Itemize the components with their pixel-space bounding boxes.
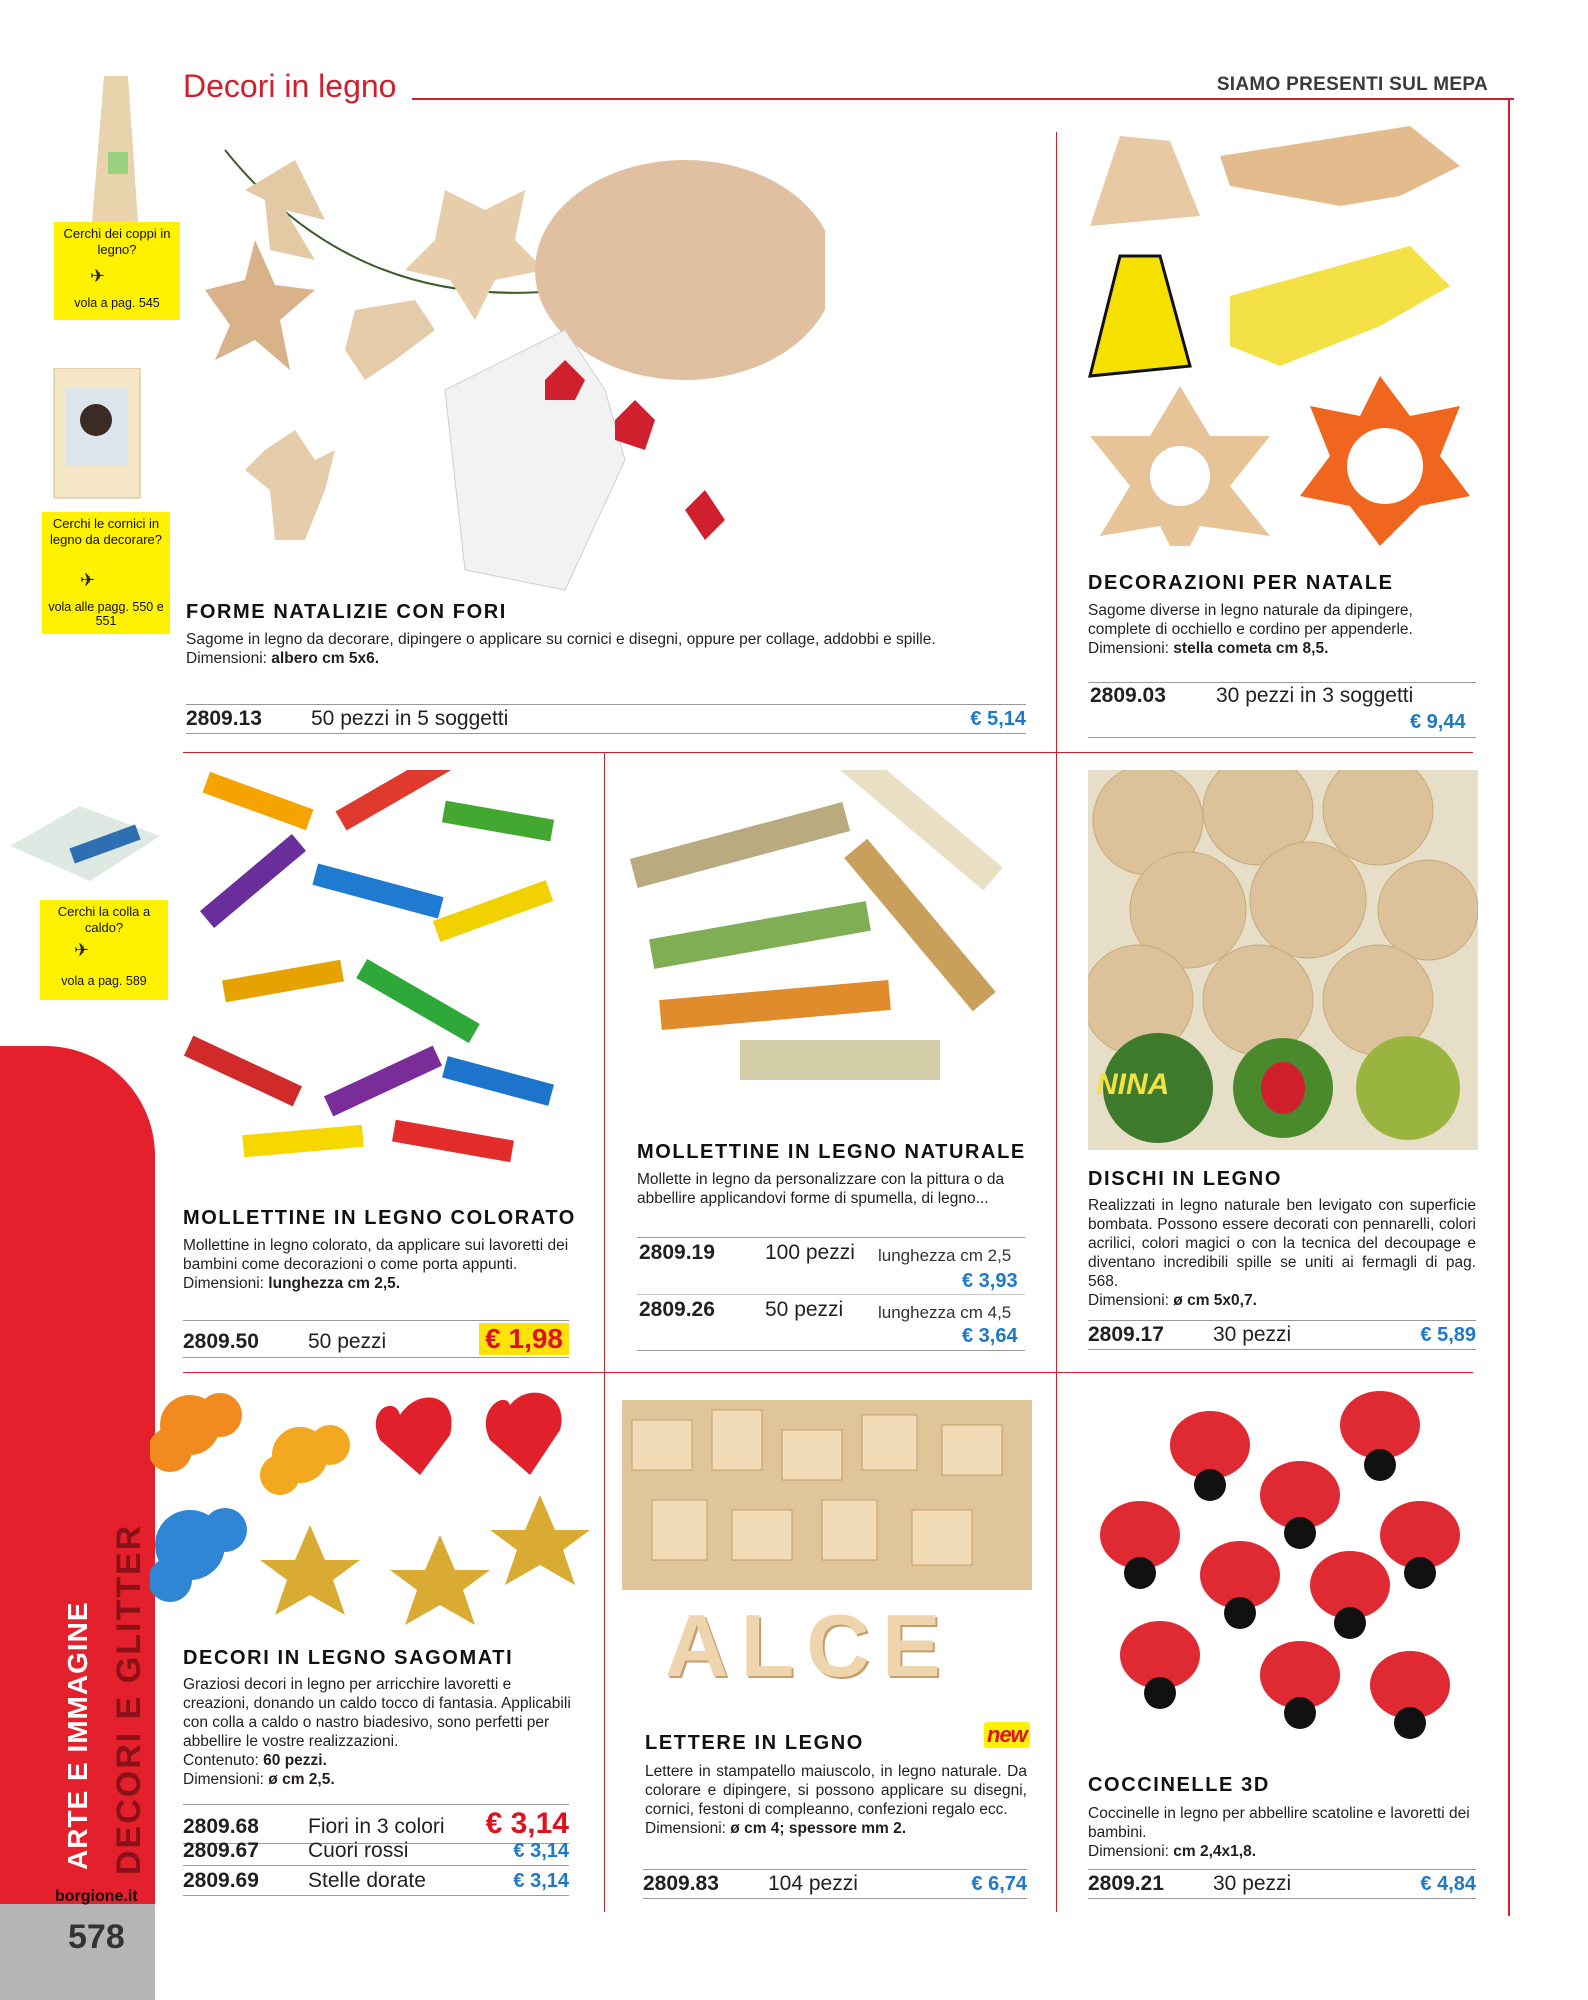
product-description: Graziosi decori in legno per arricchire lavoretti e creazioni, donando un caldo tocco di fantasia. Applicabili con colla a caldo o nastro biadesivo, sono perfetti per abbellire le vostre realizzazioni. Contenuto: 60 pezzi. Dimensioni: ø cm 2,5. (183, 1676, 571, 1788)
table-row: 2809.83 104 pezzi € 6,74 (643, 1869, 1027, 1899)
christmas-shapes-image (185, 130, 825, 600)
glue-gun-image (10, 796, 160, 891)
divider (1056, 752, 1057, 1372)
product-code: 2809.19 (639, 1241, 715, 1264)
wooden-cup-image (90, 72, 140, 222)
ladybugs-image (1090, 1385, 1480, 1765)
sidebar-note: Cerchi la colla a caldo? (40, 900, 168, 944)
product-price: € 9,44 (1410, 711, 1466, 733)
christmas-decorations-image (1080, 126, 1480, 546)
product-title: DECORI IN LEGNO SAGOMATI (183, 1647, 514, 1669)
divider (1056, 1372, 1057, 1912)
product-quantity: 30 pezzi in 3 soggetti (1216, 684, 1414, 707)
divider (637, 1237, 1025, 1238)
shaped-decorations-image (150, 1385, 590, 1645)
product-title: LETTERE IN LEGNO (645, 1732, 864, 1754)
table-row: 2809.67 Cuori rossi € 3,14 (183, 1839, 569, 1866)
section-label: ARTE E IMMAGINE (62, 1601, 93, 1870)
frame-image (44, 368, 144, 508)
divider (604, 1372, 605, 1912)
paper-plane-icon: ✈ (74, 940, 90, 960)
product-description: Realizzati in legno naturale ben levigato con superficie bombata. Possono essere decorati con pennarelli, colori acrilici, colori magici o con la tecnica del decoupage e diventano incredibili spille se uniti ai fermagli di pag. 568. Dimensioni: ø cm 5x0,7. (1088, 1197, 1476, 1309)
table-row: 2809.68 Fiori in 3 colori € 3,14 (183, 1804, 569, 1844)
sidebar-link[interactable]: vola a pag. 589 (40, 944, 168, 1000)
paper-plane-icon: ✈ (80, 570, 96, 590)
product-code: 2809.26 (639, 1298, 715, 1321)
product-quantity: 100 pezzi (765, 1241, 855, 1264)
product-title: DECORAZIONI PER NATALE (1088, 572, 1394, 594)
divider (637, 1294, 1025, 1295)
product-description: Coccinelle in legno per abbellire scatoline e lavoretti dei bambini. Dimensioni: cm 2,4x1,8. (1088, 1805, 1470, 1860)
table-row: 2809.21 30 pezzi € 4,84 (1088, 1869, 1476, 1899)
table-row: 2809.17 30 pezzi € 5,89 (1088, 1320, 1476, 1350)
sidebar-link[interactable]: vola alle pagg. 550 e 551 (42, 574, 170, 634)
page-number: 578 (68, 1918, 125, 1956)
disc-label: NINA (1096, 1068, 1170, 1101)
new-badge: new (984, 1722, 1030, 1748)
table-row: 2809.50 50 pezzi € 1,98 (183, 1320, 569, 1358)
product-title: MOLLETTINE IN LEGNO COLORATO (183, 1207, 576, 1229)
product-title: DISCHI IN LEGNO (1088, 1168, 1283, 1190)
product-length: lunghezza cm 2,5 (878, 1246, 1012, 1265)
sidebar-note: Cerchi dei coppi in legno? (54, 222, 180, 266)
product-title: FORME NATALIZIE CON FORI (186, 601, 507, 623)
product-length: lunghezza cm 4,5 (878, 1303, 1012, 1322)
product-title: MOLLETTINE IN LEGNO NATURALE (637, 1141, 1026, 1163)
product-quantity: 50 pezzi (765, 1298, 844, 1321)
sidebar-note: Cerchi le cornici in legno da decorare? (42, 512, 170, 574)
divider (604, 752, 605, 1372)
product-price: € 3,93 (962, 1270, 1018, 1292)
product-title: COCCINELLE 3D (1088, 1774, 1270, 1796)
divider (183, 752, 1473, 753)
table-row: 2809.13 50 pezzi in 5 soggetti € 5,14 (186, 704, 1026, 734)
product-description: Lettere in stampatello maiuscolo, in legno naturale. Da colorare e dipingere, si possono applicare su disegni, cornici, festoni di compleanno, confezioni regalo ecc. Dimensioni: ø cm 4; spessore mm 2. (645, 1763, 1027, 1837)
sidebar-link[interactable]: vola a pag. 545 (54, 266, 180, 320)
paper-plane-icon: ✈ (90, 266, 106, 286)
site-url[interactable]: borgione.it (55, 1888, 138, 1905)
product-description: Sagome in legno da decorare, dipingere o applicare su cornici e disegni, oppure per collage, addobbi e spille. Dimensioni: albero cm 5x6. (186, 631, 936, 667)
divider (1088, 682, 1476, 683)
product-price: € 3,64 (962, 1325, 1018, 1347)
table-row: 2809.69 Stelle dorate € 3,14 (183, 1869, 569, 1896)
product-description: Mollette in legno da personalizzare con la pittura o da abbellire applicandovi forme di spumella, di legno... (637, 1171, 1005, 1207)
colored-clothespins-image (183, 770, 568, 1170)
divider (637, 1350, 1025, 1351)
divider (183, 1372, 1473, 1373)
product-description: Mollettine in legno colorato, da applicare sui lavoretti dei bambini come decorazioni o come porta appunti. Dimensioni: lunghezza cm 2,5. (183, 1237, 569, 1292)
product-description: Sagome diverse in legno naturale da dipingere, complete di occhiello e cordino per appenderle. Dimensioni: stella cometa cm 8,5. (1088, 602, 1413, 657)
alce-letters: ALCE (665, 1596, 953, 1695)
natural-clothespins-image (620, 770, 1035, 1110)
title-rule (412, 98, 1514, 100)
subsection-label: DECORI E GLITTER (110, 1523, 148, 1875)
mepa-label: SIAMO PRESENTI SUL MEPA (1216, 74, 1488, 95)
divider (1056, 132, 1057, 752)
divider (1088, 737, 1476, 738)
product-code: 2809.03 (1090, 684, 1166, 707)
page-title: Decori in legno (183, 68, 397, 104)
right-rule (1508, 98, 1510, 1916)
